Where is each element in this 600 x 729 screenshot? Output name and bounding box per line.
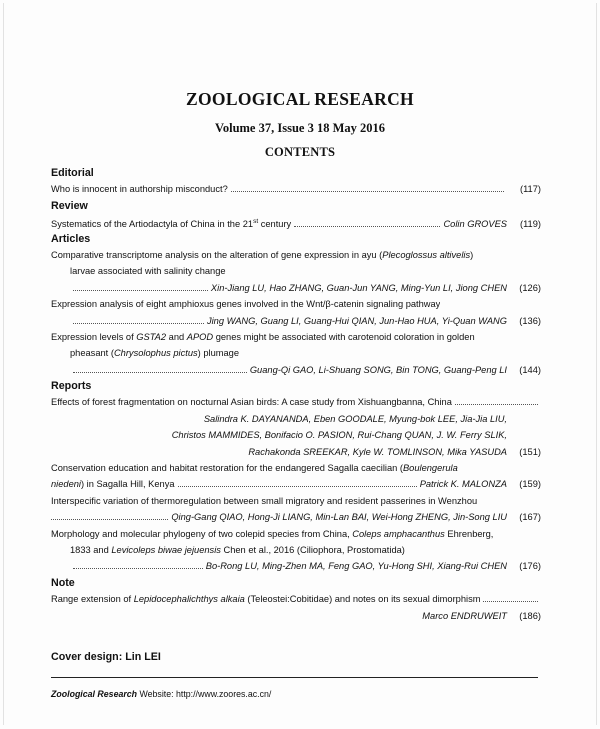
- dot-leader: [231, 191, 504, 192]
- toc-entry-report-4[interactable]: [51, 526, 541, 575]
- journal-title: ZOOLOGICAL RESEARCH: [186, 89, 414, 109]
- entry-authors: Marco ENDRUWEIT: [422, 610, 507, 621]
- page-number: (167): [519, 512, 541, 523]
- footer-website[interactable]: Website: http://www.zoores.ac.cn/: [137, 689, 272, 699]
- entry-title-cont: 1833 and Levicoleps biwae jejuensis Chen et al., 2016 (Ciliophora, Prostomatida): [70, 544, 405, 555]
- page-number: (126): [519, 282, 541, 293]
- entry-title-cont: pheasant (Chrysolophus pictus) plumage: [70, 348, 239, 359]
- dot-leader: [73, 290, 208, 291]
- dot-leader: [294, 226, 440, 227]
- entry-authors: Xin-Jiang LU, Hao ZHANG, Guan-Jun YANG, Ming-Yun LI, Jiong CHEN: [210, 282, 507, 293]
- toc-entry-report-3[interactable]: [51, 493, 541, 526]
- entry-authors: Qing-Gang QIAO, Hong-Ji LIANG, Min-Lan BAI, Wei-Hong ZHENG, Jin-Song LIU: [171, 512, 507, 523]
- footer: [51, 689, 271, 699]
- entry-authors: Patrick K. MALONZA: [419, 479, 507, 490]
- entry-authors: Christos MAMMIDES, Bonifacio O. PASION, Rui-Chang QUAN, J. W. Ferry SLIK,: [171, 430, 507, 441]
- toc-entry-editorial[interactable]: [51, 181, 541, 197]
- section-heading-note: Note: [51, 576, 75, 589]
- toc-entry-note-1[interactable]: [51, 591, 541, 624]
- dot-leader: [73, 372, 247, 373]
- entry-title: Conservation education and habitat restoration for the endangered Sagalla caecilian (Boulengerula: [51, 463, 458, 474]
- entry-title: Interspecific variation of thermoregulation between small migratory and resident passerines in Wenzhou: [51, 495, 478, 506]
- toc-entry-report-2[interactable]: [51, 460, 541, 493]
- entry-authors: Salindra K. DAYANANDA, Eben GOODALE, Myung-bok LEE, Jia-Jia LIU,: [203, 413, 507, 424]
- entry-authors: Bo-Rong LU, Ming-Zhen MA, Feng GAO, Yu-Hong SHI, Xiang-Rui CHEN: [205, 561, 507, 572]
- issue-line: Volume 37, Issue 3 18 May 2016: [214, 121, 386, 135]
- toc-entry-review[interactable]: [51, 214, 541, 230]
- entry-authors: Rachakonda SREEKAR, Kyle W. TOMLINSON, Mika YASUDA: [248, 446, 507, 457]
- table-of-contents: [51, 165, 541, 624]
- page-number: (186): [519, 610, 541, 621]
- entry-title: Expression analysis of eight amphioxus genes involved in the Wnt/β-catenin signaling pathway: [51, 299, 441, 310]
- ordinal-suffix: st: [253, 218, 259, 226]
- entry-authors: Guang-Qi GAO, Li-Shuang SONG, Bin TONG, Guang-Peng LI: [249, 364, 507, 375]
- section-heading-reports: Reports: [51, 380, 92, 393]
- entry-title: Systematics of the Artiodactyla of China in the 21st century: [51, 218, 292, 230]
- page-number: (119): [519, 219, 541, 230]
- dot-leader: [51, 519, 168, 520]
- section-heading-articles: Articles: [51, 232, 91, 245]
- entry-title: Morphology and molecular phylogeny of two colepid species from China, Coleps amphacanthus Ehrenberg,: [51, 528, 494, 539]
- entry-authors: Colin GROVES: [443, 219, 507, 230]
- footer-brand: Zoological Research: [51, 689, 138, 699]
- contents-heading: CONTENTS: [264, 145, 336, 159]
- dot-leader: [483, 601, 538, 602]
- page-number: (176): [519, 561, 541, 572]
- page-number: (159): [519, 479, 541, 490]
- dot-leader: [455, 404, 538, 405]
- toc-entry-report-1[interactable]: [51, 394, 541, 460]
- dot-leader: [178, 486, 417, 487]
- entry-title: Who is innocent in authorship misconduct?: [51, 184, 228, 195]
- cover-design-credit: Cover design: Lin LEI: [51, 651, 161, 663]
- page-number: (117): [519, 184, 541, 195]
- toc-entry-article-3[interactable]: [51, 329, 541, 378]
- toc-entry-article-1[interactable]: [51, 247, 541, 296]
- page-number: (151): [519, 446, 541, 457]
- entry-authors: Jing WANG, Guang LI, Guang-Hui QIAN, Jun-Hao HUA, Yi-Quan WANG: [206, 315, 507, 326]
- entry-title: Expression levels of GSTA2 and APOD genes might be associated with carotenoid coloration in golden: [51, 331, 475, 342]
- divider: [51, 677, 538, 678]
- entry-title-cont: larvae associated with salinity change: [70, 266, 226, 277]
- entry-title: Effects of forest fragmentation on nocturnal Asian birds: A case study from Xishuangbanna, China: [51, 397, 452, 408]
- dot-leader: [73, 568, 203, 569]
- dot-leader: [73, 323, 204, 324]
- entry-title: Comparative transcriptome analysis on the alteration of gene expression in ayu (Plecoglossus altivelis): [51, 249, 474, 260]
- page-number: (136): [519, 315, 541, 326]
- entry-title-cont: niedeni) in Sagalla Hill, Kenya: [51, 479, 175, 490]
- page-number: (144): [519, 364, 541, 375]
- section-heading-editorial: Editorial: [51, 167, 94, 179]
- entry-title: Range extension of Lepidocephalichthys alkaia (Teleostei:Cobitidae) and notes on its sexual dimorphism: [51, 594, 481, 605]
- section-heading-review: Review: [51, 199, 88, 212]
- toc-entry-article-2[interactable]: [51, 296, 541, 329]
